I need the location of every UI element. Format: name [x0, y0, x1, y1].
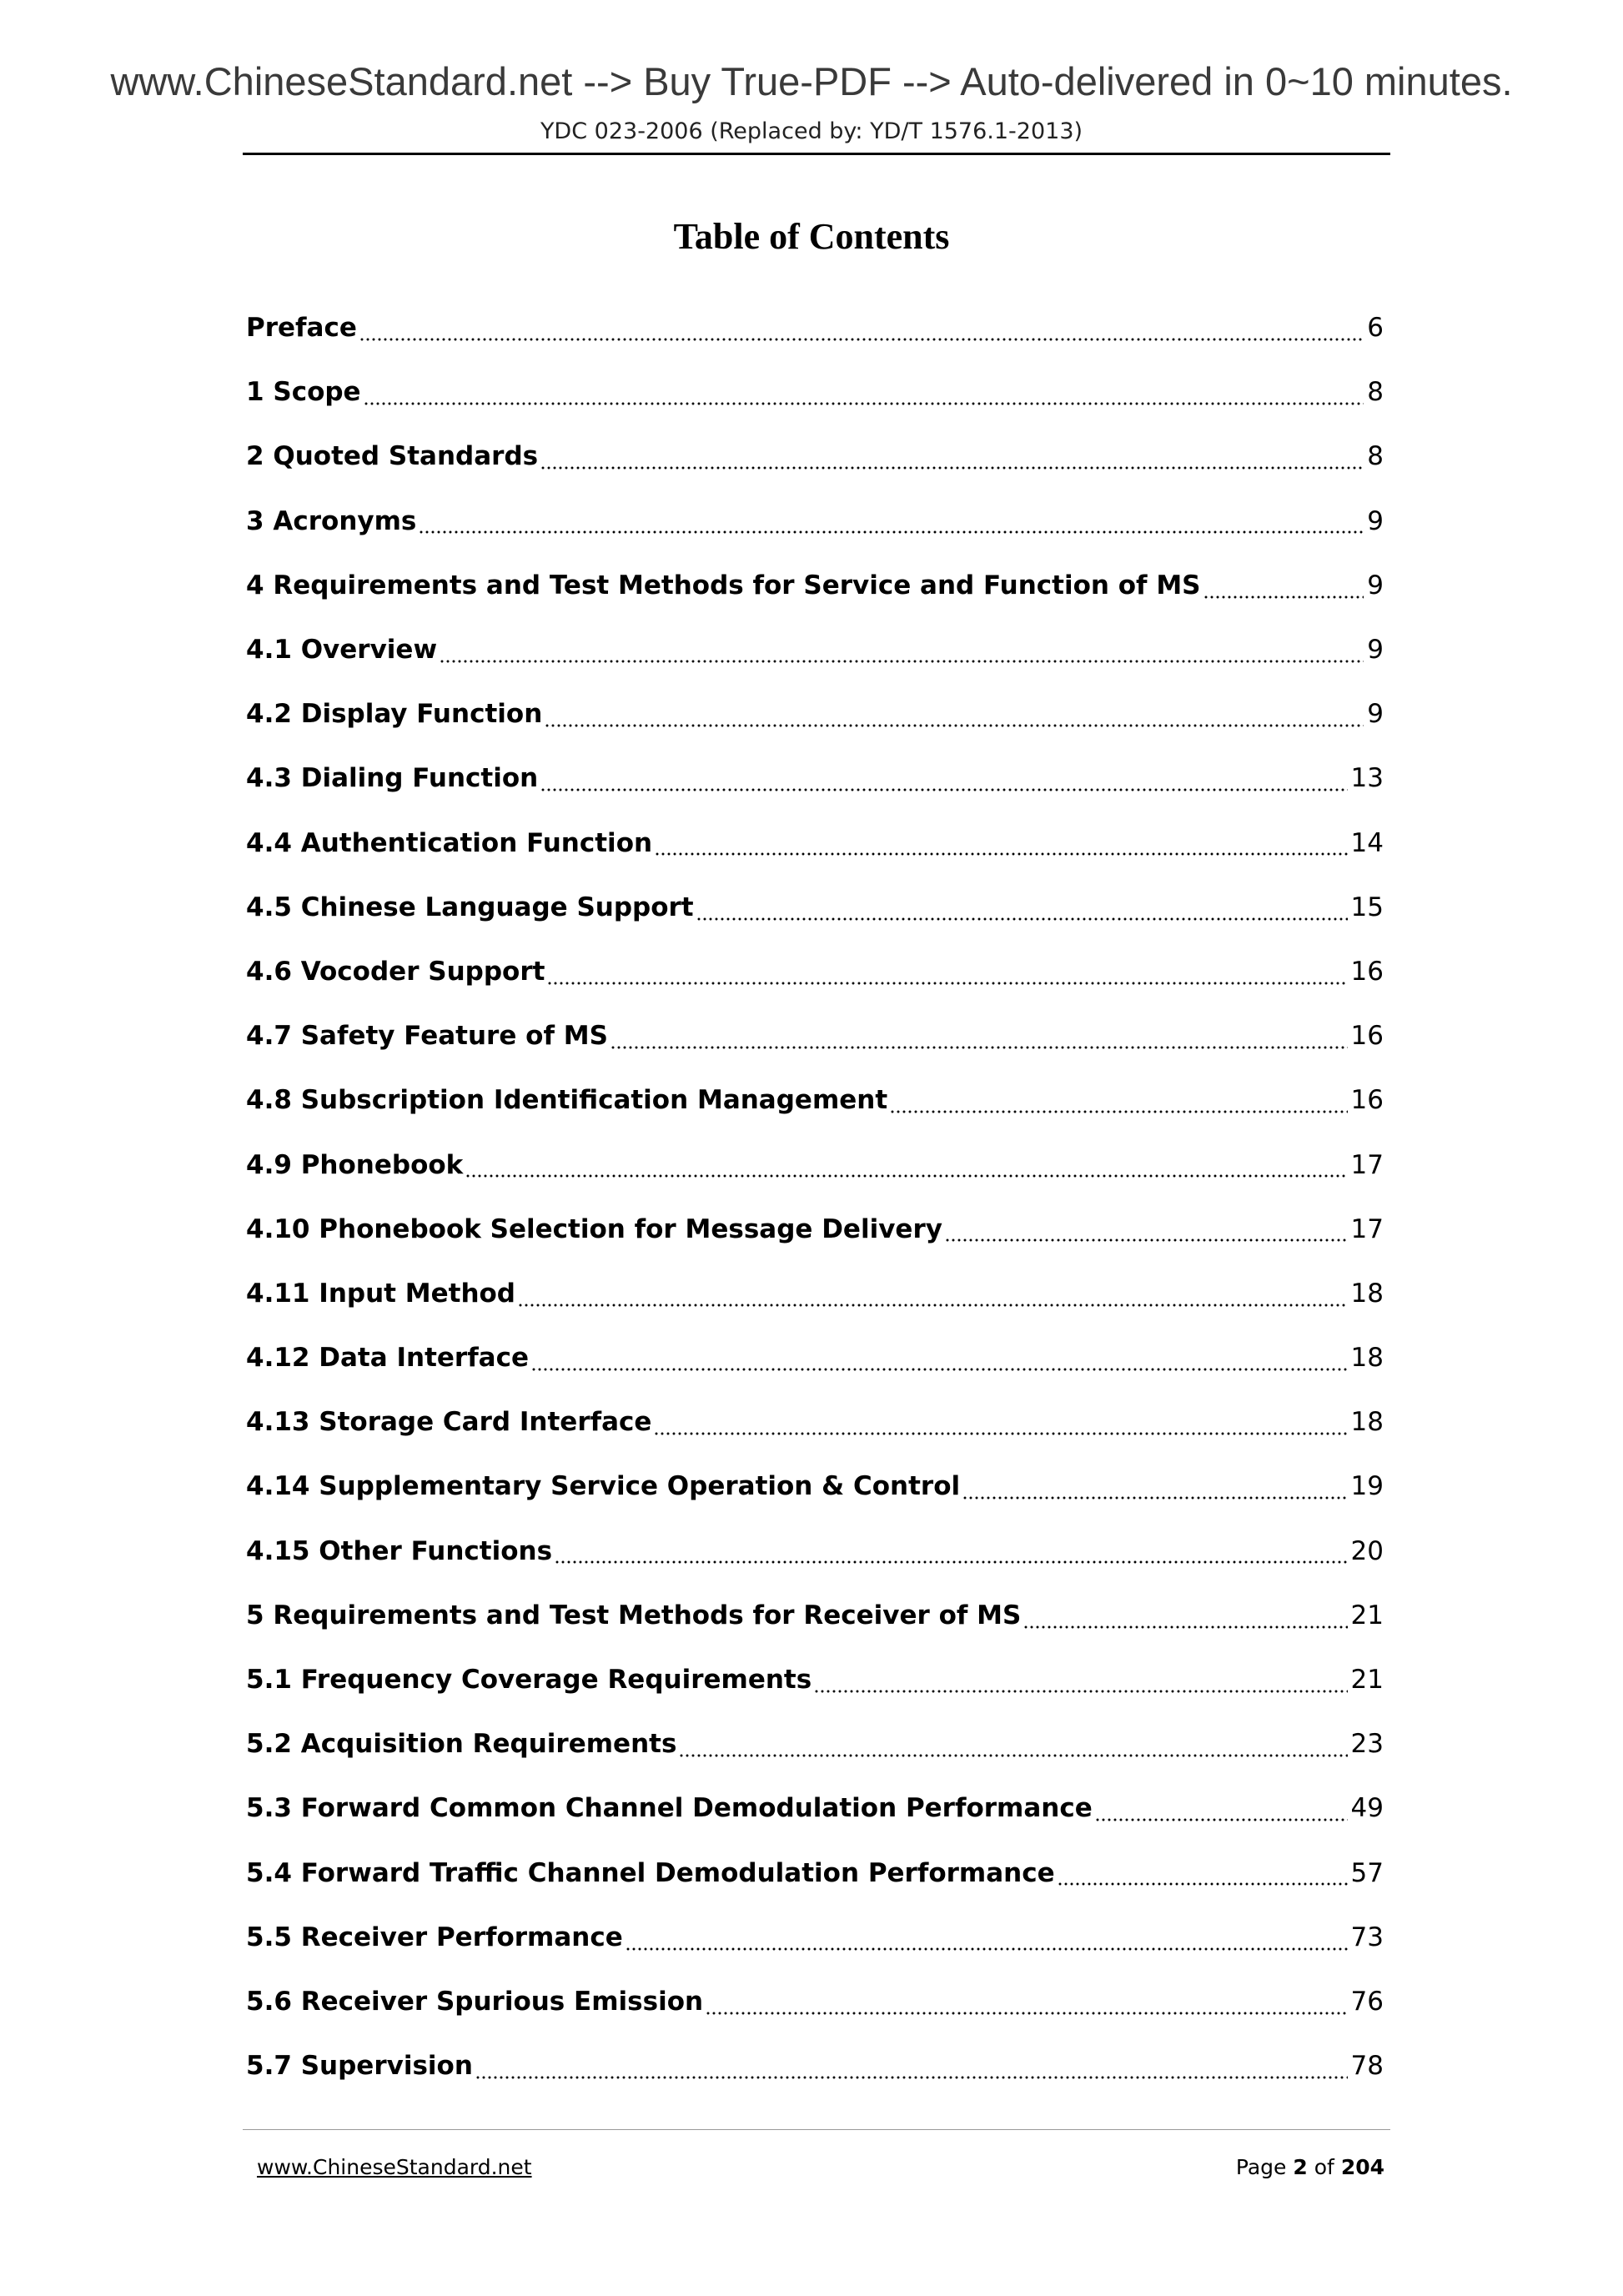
toc-entry-page: 21 — [1350, 1665, 1384, 1696]
toc-entry-page: 76 — [1350, 1986, 1384, 2017]
page-footer — [257, 2157, 1384, 2178]
toc-entry-label: 5.5 Receiver Performance — [246, 1922, 623, 1952]
toc-dot-leader — [946, 1216, 1348, 1243]
toc-entry-label: 4.15 Other Functions — [246, 1535, 553, 1566]
toc-entry[interactable] — [246, 360, 1384, 425]
toc-dot-leader — [476, 2052, 1348, 2080]
toc-entry-page: 16 — [1350, 1085, 1384, 1116]
toc-entry-label: 5.4 Forward Traffic Channel Demodulation Performance — [246, 1857, 1055, 1888]
toc-entry[interactable] — [246, 1970, 1384, 2034]
toc-entry-page: 6 — [1367, 313, 1384, 344]
toc-entry-label: 5.6 Receiver Spurious Emission — [246, 1986, 704, 2017]
toc-dot-leader — [680, 1731, 1347, 1758]
page-total: 204 — [1340, 2155, 1384, 2179]
toc-dot-leader — [815, 1666, 1347, 1694]
toc-entry[interactable] — [246, 425, 1384, 489]
toc-dot-leader — [1024, 1602, 1347, 1630]
toc-dot-leader — [656, 830, 1347, 857]
page-prefix: Page — [1235, 2155, 1287, 2179]
toc-entry-label: 1 Scope — [246, 377, 361, 408]
toc-list — [246, 296, 1384, 2098]
toc-entry-page: 19 — [1350, 1471, 1384, 1502]
toc-dot-leader — [519, 1280, 1348, 1308]
toc-entry[interactable] — [246, 1454, 1384, 1519]
toc-entry[interactable] — [246, 1198, 1384, 1262]
toc-entry-page: 13 — [1350, 763, 1384, 794]
toc-entry-label: 4.7 Safety Feature of MS — [246, 1021, 608, 1052]
toc-entry-label: 3 Acronyms — [246, 505, 417, 536]
toc-entry-page: 23 — [1350, 1729, 1384, 1760]
toc-dot-leader — [963, 1474, 1347, 1501]
toc-entry-page: 16 — [1350, 1021, 1384, 1052]
toc-entry[interactable] — [246, 1841, 1384, 1906]
toc-dot-leader — [697, 894, 1348, 922]
toc-entry-page: 9 — [1367, 635, 1384, 666]
toc-dot-leader — [420, 508, 1364, 535]
toc-entry-label: 5.2 Acquisition Requirements — [246, 1729, 677, 1760]
toc-entry-label: 5.3 Forward Common Channel Demodulation Performance — [246, 1793, 1093, 1824]
toc-dot-leader — [1058, 1860, 1348, 1887]
toc-entry-label: 4.2 Display Function — [246, 699, 543, 730]
toc-entry[interactable] — [246, 1712, 1384, 1776]
toc-entry[interactable] — [246, 618, 1384, 682]
toc-entry[interactable] — [246, 1520, 1384, 1584]
toc-entry[interactable] — [246, 940, 1384, 1004]
toc-entry-label: 4.8 Subscription Identification Management — [246, 1085, 888, 1116]
toc-dot-leader — [541, 766, 1347, 793]
toc-dot-leader — [1204, 572, 1364, 600]
toc-dot-leader — [706, 1988, 1347, 2016]
toc-entry-page: 9 — [1367, 699, 1384, 730]
toc-dot-leader — [555, 1538, 1348, 1565]
header-rule — [243, 153, 1390, 155]
toc-entry[interactable] — [246, 746, 1384, 811]
toc-entry-label: 4.9 Phonebook — [246, 1149, 464, 1180]
toc-entry[interactable] — [246, 1648, 1384, 1712]
toc-entry[interactable] — [246, 1584, 1384, 1648]
toc-entry-page: 16 — [1350, 956, 1384, 987]
toc-entry[interactable] — [246, 296, 1384, 360]
toc-entry-page: 49 — [1350, 1793, 1384, 1824]
toc-entry-page: 17 — [1350, 1149, 1384, 1180]
toc-dot-leader — [466, 1152, 1347, 1179]
toc-entry-page: 18 — [1350, 1343, 1384, 1374]
toc-entry-label: 4.10 Phonebook Selection for Message Delivery — [246, 1213, 942, 1244]
toc-entry-page: 17 — [1350, 1213, 1384, 1244]
toc-entry-page: 18 — [1350, 1407, 1384, 1438]
toc-entry[interactable] — [246, 1068, 1384, 1133]
toc-entry-label: Preface — [246, 313, 357, 344]
header-banner: www.ChineseStandard.net --> Buy True-PDF --> Auto-delivered in 0~10 minutes. — [110, 59, 1513, 103]
toc-entry[interactable] — [246, 1326, 1384, 1390]
page-of: of — [1314, 2155, 1334, 2179]
footer-rule — [243, 2129, 1390, 2130]
toc-dot-leader — [532, 1344, 1348, 1372]
toc-entry-label: 4.14 Supplementary Service Operation & Control — [246, 1471, 961, 1502]
page-current: 2 — [1293, 2155, 1308, 2179]
toc-entry-page: 8 — [1367, 377, 1384, 408]
toc-entry-page: 14 — [1350, 827, 1384, 858]
toc-entry-label: 4.3 Dialing Function — [246, 763, 539, 794]
toc-dot-leader — [655, 1409, 1347, 1437]
toc-dot-leader — [611, 1022, 1348, 1050]
toc-entry-page: 9 — [1367, 570, 1384, 600]
toc-entry[interactable] — [246, 2034, 1384, 2098]
toc-dot-leader — [548, 958, 1347, 986]
toc-entry-label: 4.12 Data Interface — [246, 1343, 530, 1374]
toc-entry[interactable] — [246, 1906, 1384, 1970]
toc-entry-label: 4.13 Storage Card Interface — [246, 1407, 652, 1438]
toc-entry-label: 5 Requirements and Test Methods for Receiver of MS — [246, 1600, 1022, 1630]
toc-entry[interactable] — [246, 1262, 1384, 1326]
toc-entry-page: 18 — [1350, 1278, 1384, 1309]
toc-entry-label: 5.7 Supervision — [246, 2051, 473, 2082]
toc-entry-label: 4.5 Chinese Language Support — [246, 892, 694, 922]
toc-entry[interactable] — [246, 554, 1384, 618]
toc-entry-page: 8 — [1367, 441, 1384, 472]
toc-entry-page: 9 — [1367, 505, 1384, 536]
toc-dot-leader — [440, 636, 1364, 664]
toc-dot-leader — [360, 314, 1364, 342]
toc-entry-page: 21 — [1350, 1600, 1384, 1630]
toc-entry-page: 57 — [1350, 1857, 1384, 1888]
toc-entry-label: 4.6 Vocoder Support — [246, 956, 545, 987]
page-indicator — [1236, 2157, 1384, 2178]
toc-entry-page: 15 — [1350, 892, 1384, 922]
toc-dot-leader — [1096, 1796, 1348, 1823]
toc-entry[interactable] — [246, 811, 1384, 876]
toc-entry[interactable] — [246, 1004, 1384, 1068]
toc-title: Table of Contents — [673, 216, 950, 257]
toc-entry-page: 20 — [1350, 1535, 1384, 1566]
toc-dot-leader — [541, 444, 1364, 471]
toc-entry[interactable] — [246, 876, 1384, 940]
toc-entry-label: 2 Quoted Standards — [246, 441, 539, 472]
toc-entry[interactable] — [246, 682, 1384, 746]
toc-entry-page: 73 — [1350, 1922, 1384, 1952]
toc-entry[interactable] — [246, 1776, 1384, 1841]
standard-designation: YDC 023-2006 (Replaced by: YD/T 1576.1-2013) — [540, 118, 1083, 144]
toc-entry-label: 4.11 Input Method — [246, 1278, 516, 1309]
footer-site-link[interactable]: www.ChineseStandard.net — [257, 2155, 532, 2179]
toc-entry-label: 4 Requirements and Test Methods for Service and Function of MS — [246, 570, 1201, 600]
toc-dot-leader — [545, 701, 1364, 728]
toc-dot-leader — [364, 379, 1364, 407]
toc-entry-label: 4.4 Authentication Function — [246, 827, 653, 858]
toc-entry-label: 5.1 Frequency Coverage Requirements — [246, 1665, 812, 1696]
toc-dot-leader — [626, 1924, 1348, 1952]
toc-entry[interactable] — [246, 490, 1384, 554]
toc-dot-leader — [891, 1088, 1347, 1115]
toc-entry-page: 78 — [1350, 2051, 1384, 2082]
toc-entry[interactable] — [246, 1133, 1384, 1197]
toc-entry[interactable] — [246, 1390, 1384, 1454]
toc-entry-label: 4.1 Overview — [246, 635, 438, 666]
